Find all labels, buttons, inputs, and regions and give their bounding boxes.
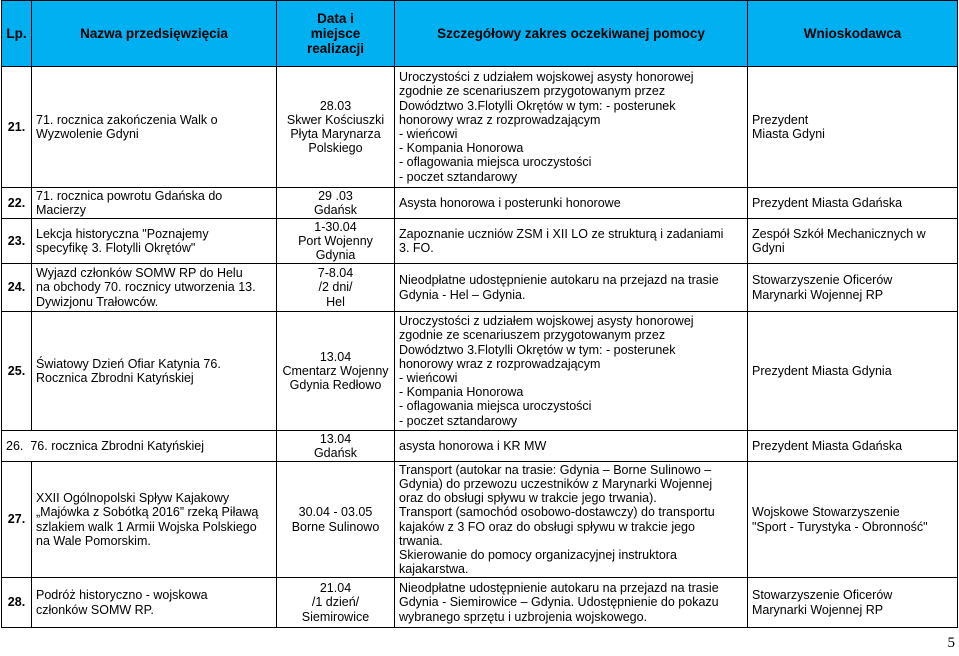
row-applicant: Stowarzyszenie Oficerów Marynarki Wojennej RP [748,578,958,628]
row-name: Światowy Dzień Ofiar Katynia 76. Rocznica Zbrodni Katyńskiej [32,312,277,431]
table-row [2,67,958,188]
row-applicant: Prezydent Miasta Gdańska [748,188,958,219]
row-date: 30.04 - 03.05 Borne Sulinowo [277,462,395,578]
header-lp: Lp. [2,1,32,67]
row-date: 21.04 /1 dzień/ Siemirowice [277,578,395,628]
table-body [2,67,958,628]
row-date: 28.03 Skwer Kościuszki Płyta Marynarza Polskiego [277,67,395,188]
table-row [2,188,958,219]
table-row [2,264,958,312]
table-row [2,312,958,431]
row-name: 76. rocznica Zbrodni Katyńskiej [30,438,205,453]
header-row [2,1,958,67]
row-date: 13.04 Gdańsk [277,431,395,462]
row-lp: 26. [6,438,24,453]
header-scope: Szczegółowy zakres oczekiwanej pomocy [395,1,748,67]
row-lp: 23. [2,219,32,264]
row-scope: Uroczystości z udziałem wojskowej asysty honorowej zgodnie ze scenariuszem przygotowanym przez Dowództwo 3.Flotylli Okrętów w tym: - posterunek honorowy wraz z rozprowadzającym - wieńcowi - Kompania Honorowa - oflagowania miejsca uroczystości - poczet sztandarowy [395,312,748,431]
row-lp: 24. [2,264,32,312]
row-lp: 22. [2,188,32,219]
table-row [2,219,958,264]
row-lp: 28. [2,578,32,628]
row-date: 29 .03 Gdańsk [277,188,395,219]
row-name: 71. rocznica zakończenia Walk o Wyzwolenie Gdyni [32,67,277,188]
table-row [2,462,958,578]
header-applicant: Wnioskodawca [748,1,958,67]
row-date: 13.04 Cmentarz Wojenny Gdynia Redłowo [277,312,395,431]
table-row [2,578,958,628]
row-scope: Transport (autokar na trasie: Gdynia – Borne Sulinowo – Gdynia) do przewozu uczestników z Marynarki Wojennej oraz do obsługi spływu w trakcie jego trwania). Transport (samochód osobowo-dostawczy) do transportu kajaków z 3 FO oraz do obsługi spływu w trakcie jego trwania. Skierowanie do pomocy organizacyjnej instruktora kajakarstwa. [395,462,748,578]
row-name: Wyjazd członków SOMW RP do Helu na obchody 70. rocznicy utworzenia 13. Dywizjonu Trałowców. [32,264,277,312]
row-applicant: Stowarzyszenie Oficerów Marynarki Wojennej RP [748,264,958,312]
row-applicant: Zespół Szkół Mechanicznych w Gdyni [748,219,958,264]
row-applicant: Prezydent Miasta Gdyni [748,67,958,188]
row-scope: Nieodpłatne udostępnienie autokaru na przejazd na trasie Gdynia - Siemirowice – Gdynia. Udostępnienie do pokazu wybranego sprzętu i uzbrojenia wojskowego. [395,578,748,628]
header-date: Data i miejsce realizacji [277,1,395,67]
row-scope: Uroczystości z udziałem wojskowej asysty honorowej zgodnie ze scenariuszem przygotowanym przez Dowództwo 3.Flotylli Okrętów w tym: - posterunek honorowy wraz z rozprowadzającym - wieńcowi - Kompania Honorowa - oflagowania miejsca uroczystości - poczet sztandarowy [395,67,748,188]
row-scope: Zapoznanie uczniów ZSM i XII LO ze strukturą i zadaniami 3. FO. [395,219,748,264]
row-applicant: Wojskowe Stowarzyszenie "Sport - Turystyka - Obronność" [748,462,958,578]
events-table [1,0,958,628]
page-number: 5 [947,635,955,651]
row-scope: asysta honorowa i KR MW [395,431,748,462]
row-lp: 25. [2,312,32,431]
row-scope: Nieodpłatne udostępnienie autokaru na przejazd na trasie Gdynia - Hel – Gdynia. [395,264,748,312]
row-name: XXII Ogólnopolski Spływ Kajakowy „Majówka z Sobótką 2016” rzeką Piławą szlakiem walk 1 Armii Wojska Polskiego na Wale Pomorskim. [32,462,277,578]
row-scope: Asysta honorowa i posterunki honorowe [395,188,748,219]
row-name-merged [2,431,277,462]
row-name: Lekcja historyczna "Poznajemy specyfikę 3. Flotylli Okrętów" [32,219,277,264]
row-applicant: Prezydent Miasta Gdynia [748,312,958,431]
table-header [2,1,958,67]
row-date: 7-8.04 /2 dni/ Hel [277,264,395,312]
row-lp: 21. [2,67,32,188]
table-row [2,431,958,462]
row-name: 71. rocznica powrotu Gdańska do Macierzy [32,188,277,219]
header-name: Nazwa przedsięwzięcia [32,1,277,67]
row-applicant: Prezydent Miasta Gdańska [748,431,958,462]
row-lp: 27. [2,462,32,578]
row-name: Podróż historyczno - wojskowa członków SOMW RP. [32,578,277,628]
row-date: 1-30.04 Port Wojenny Gdynia [277,219,395,264]
